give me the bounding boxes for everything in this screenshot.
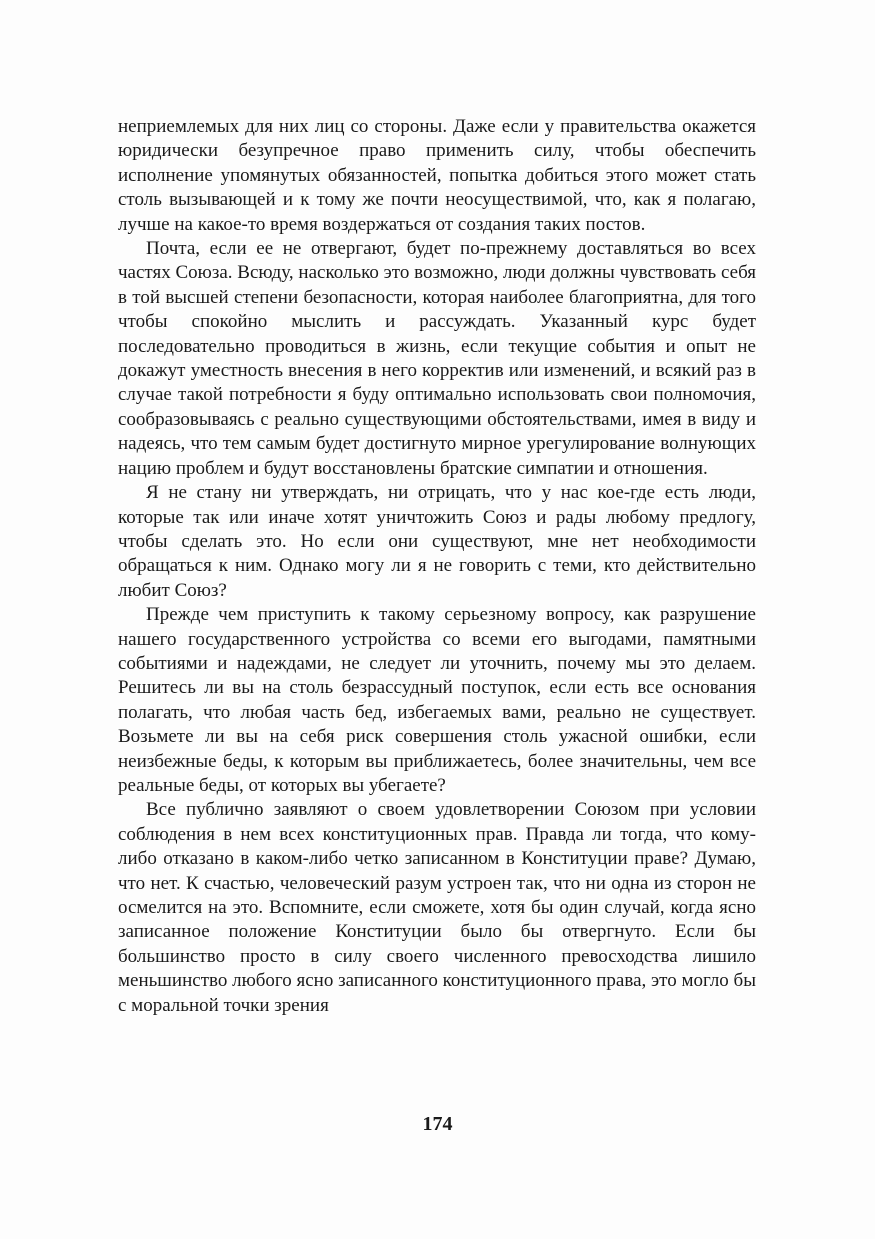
body-text — [118, 115, 756, 1018]
paragraph-5: Все публично заявляют о своем удовлетворении Союзом при условии соблюдения в нем всех конституционных прав. Правда ли тогда, что кому-либо отказано в каком-либо четко записанном в Конституции праве? Думаю, что нет. К счастью, человеческий разум устроен так, что ни одна из сторон не осмелится на это. Вспомните, если сможете, хотя бы один случай, когда ясно записанное положение Конституции было бы отвергнуто. Если бы большинство просто в силу своего численного превосходства лишило меньшинство любого ясно записанного конституционного права, это могло бы с моральной точки зрения — [118, 799, 756, 1016]
paragraph-2: Почта, если ее не отвергают, будет по-прежнему доставляться во всех частях Союза. Всюду, насколько это возможно, люди должны чувствовать себя в той высшей степени безопасности, которая наиболее благоприятна, для того чтобы спокойно мыслить и рассуждать. Указанный курс будет последовательно проводиться в жизнь, если текущие события и опыт не докажут уместность внесения в него корректив или изменений, и всякий раз в случае такой потребности я буду оптимально использовать свои полномочия, сообразовываясь с реально существующими обстоятельствами, имея в виду и надеясь, что тем самым будет достигнуто мирное урегулирование волнующих нацию проблем и будут восстановлены братские симпатии и отношения. — [118, 238, 756, 479]
page-number: 174 — [422, 1113, 453, 1135]
paragraph-4: Прежде чем приступить к такому серьезному вопросу, как разрушение нашего государственного устройства со всеми его выгодами, памятными событиями и надеждами, не следует ли уточнить, почему мы это делаем. Решитесь ли вы на столь безрассудный поступок, если есть все основания полагать, что любая часть бед, избегаемых вами, реально не существует. Возьмете ли вы на себя риск совершения столь ужасной ошибки, если неизбежные беды, к которым вы приближаетесь, более значительны, чем все реальные беды, от которых вы убегаете? — [118, 604, 756, 796]
paragraph-1: неприемлемых для них лиц со стороны. Даже если у правительства окажется юридически безупречное право применить силу, чтобы обеспечить исполнение упомянутых обязанностей, попытка добиться этого может стать столь вызывающей и к тому же почти неосуществимой, что, как я полагаю, лучше на какое-то время воздержаться от создания таких постов. — [118, 116, 756, 235]
paragraph-3: Я не стану ни утверждать, ни отрицать, что у нас кое-где есть люди, которые так или иначе хотят уничтожить Союз и рады любому предлогу, чтобы сделать это. Но если они существуют, мне нет необходимости обращаться к ним. Однако могу ли я не говорить с теми, кто действительно любит Союз? — [118, 482, 756, 601]
